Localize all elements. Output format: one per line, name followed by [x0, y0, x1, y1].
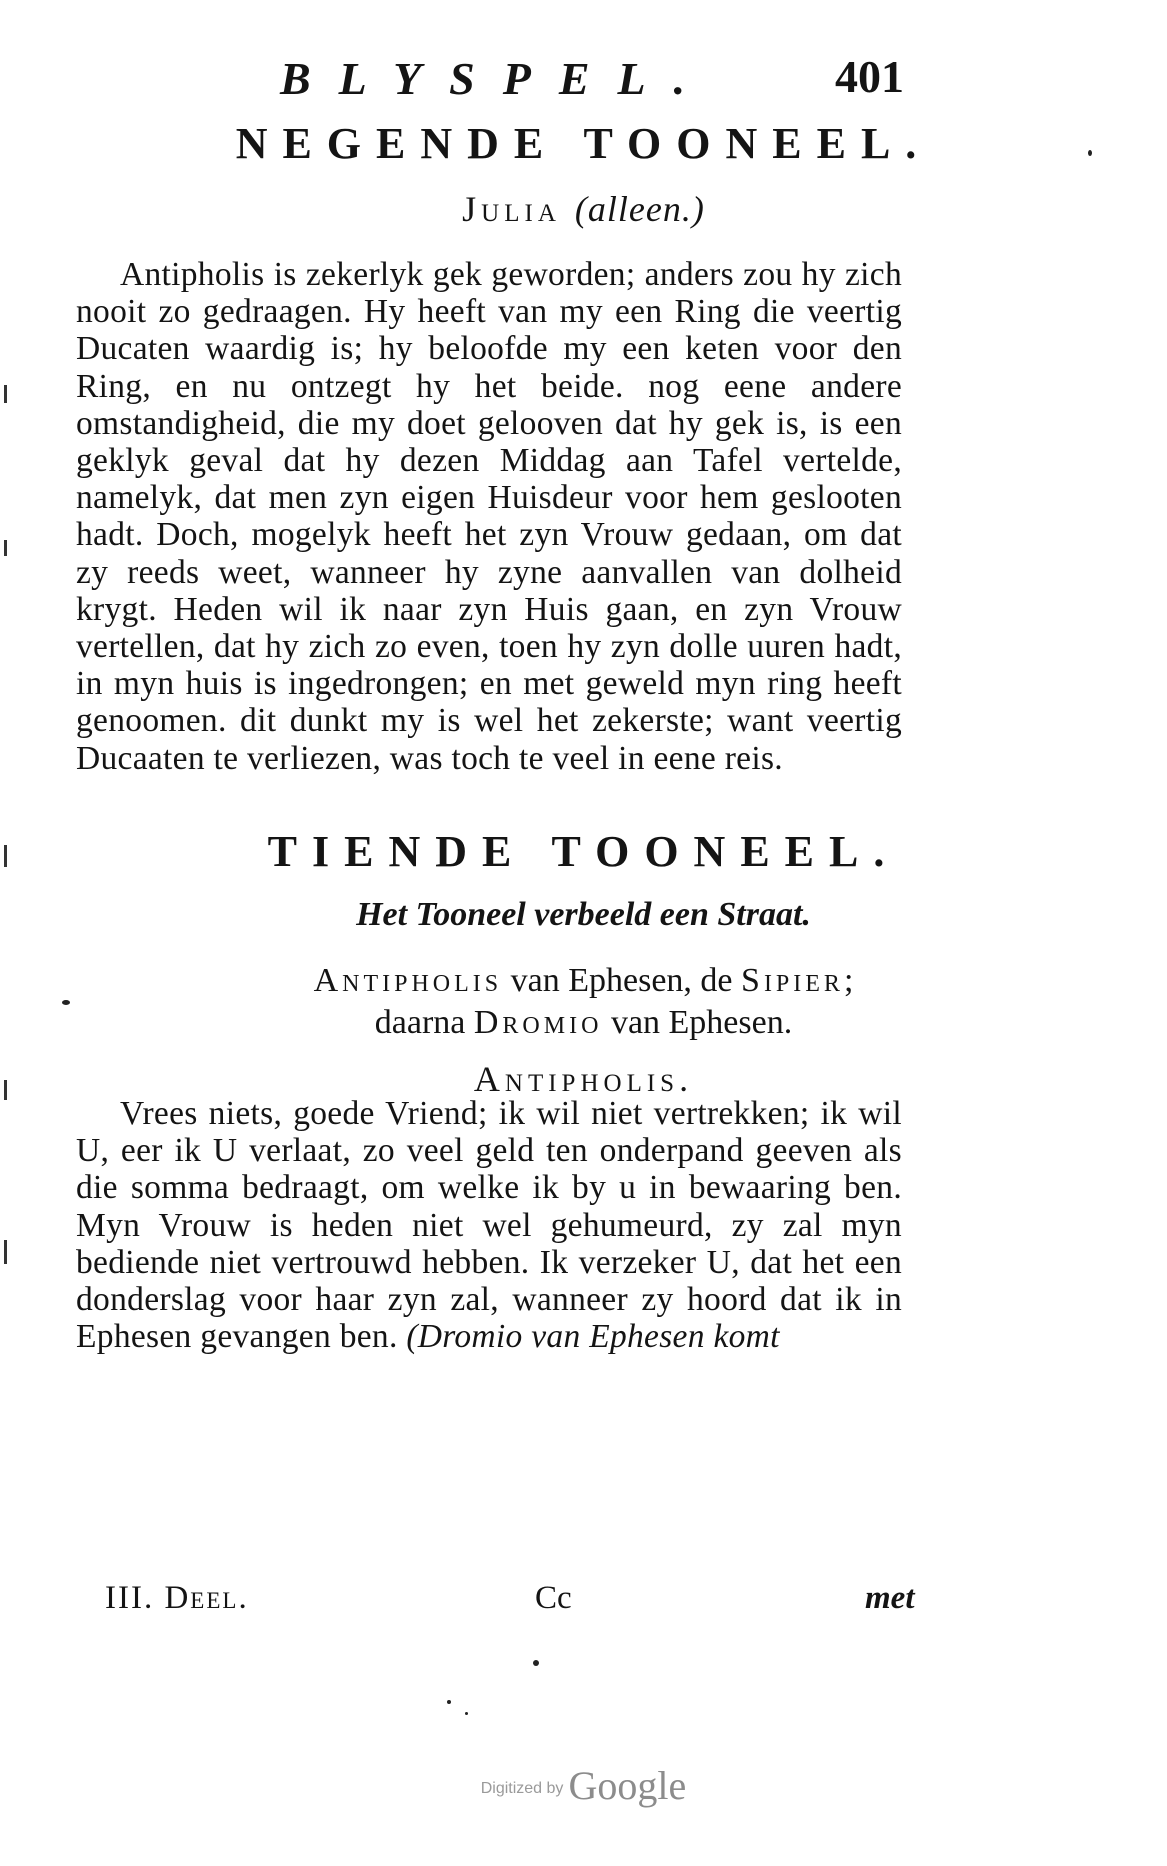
cast-dromio: Dromio: [473, 1004, 603, 1041]
catchword: met: [865, 1580, 915, 1616]
scene-setting: Het Tooneel verbeeld een Straat.: [356, 896, 811, 933]
page-number: 401: [835, 51, 904, 102]
signature-mark: Cc: [535, 1580, 572, 1616]
speaker-note: (alleen.): [574, 189, 705, 229]
page-header: [0, 52, 1167, 112]
ink-speck: [447, 1700, 451, 1704]
ink-speck: [533, 1660, 539, 1666]
google-logo: Google: [568, 1763, 687, 1808]
julia-monologue: [76, 256, 902, 777]
cast-sipier: Sipier: [741, 962, 844, 999]
cast-line-2: [0, 1002, 1167, 1044]
cast-text: van Ephesen.: [602, 1004, 793, 1041]
cast-text: ;: [843, 962, 854, 999]
stage-direction: (Dromio van Ephesen komt: [406, 1318, 780, 1356]
signature: III. Deel.: [105, 1580, 249, 1616]
binding-edge-mark: [4, 540, 7, 556]
cast-antipholis: Antipholis: [313, 962, 503, 999]
cast-list: [0, 960, 1167, 1044]
binding-edge-mark: [4, 1240, 7, 1264]
scene-heading-9: NEGENDE TOONEEL.: [235, 119, 932, 168]
ink-speck: [1088, 150, 1092, 156]
binding-edge-mark: [4, 385, 7, 403]
running-title: BLYSPEL.: [280, 53, 714, 104]
digitized-watermark: [0, 1762, 1167, 1809]
watermark-prefix: Digitized by: [480, 1780, 564, 1797]
binding-edge-mark: [4, 1080, 7, 1100]
speaker-antipholis: Antipholis.: [473, 1059, 694, 1099]
cast-text: van Ephesen, de: [502, 962, 742, 999]
ink-speck: [465, 1712, 468, 1715]
cast-text: daarna: [374, 1004, 474, 1041]
antipholis-speech: [76, 1095, 902, 1355]
ink-speck: [62, 1000, 70, 1005]
antipholis-speech-block: [76, 1095, 902, 1355]
julia-speech: Antipholis is zekerlyk gek geworden; anders zou hy zich nooit zo gedraagen. Hy heeft van my een Ring die veertig Ducaten waardig is; hy beloofde my een keten voor den Ring, en nu ontzegt hy het beide. nog eene andere omstandigheid, die my doet gelooven dat hy gek is, is een geklyk geval dat hy dezen Middag aan Tafel vertelde, namelyk, dat men zyn eigen Huisdeur voor hem geslooten hadt. Doch, mogelyk heeft het zyn Vrouw gedaan, om dat zy reeds weet, wanneer hy zyne aanvallen van dolheid krygt. Heden wil ik naar zyn Huis gaan, en zyn Vrouw vertellen, dat hy zich zo even, toen hy zyn dolle uuren hadt, in myn huis is ingedrongen; en met geweld myn ring heeft genoomen. dit dunkt my is wel het zekerste; want veertig Ducaaten te verliezen, was toch te veel in eene reis.: [76, 256, 902, 777]
speaker-name: Julia: [462, 189, 561, 229]
binding-edge-mark: [4, 845, 7, 867]
scene-heading-10: TIENDE TOONEEL.: [267, 827, 900, 876]
cast-line-1: [0, 960, 1167, 1002]
page-footer: [105, 1580, 915, 1624]
speech-text: Vrees niets, goede Vriend; ik wil niet vertrekken; ik wil U, eer ik U verlaat, zo veel geld ten onderpand geeven als die somma bedraagt, om welke ik by u in bewaaring ben. Myn Vrouw is heden niet wel gehumeurd, zy zal myn bediende niet vertrouwd hebben. Ik verzeker U, dat het een donderslag voor haar zyn zal, wanneer zy hoord dat ik in Ephesen gevangen ben.: [76, 1095, 902, 1356]
speaker-julia: [0, 188, 1167, 230]
